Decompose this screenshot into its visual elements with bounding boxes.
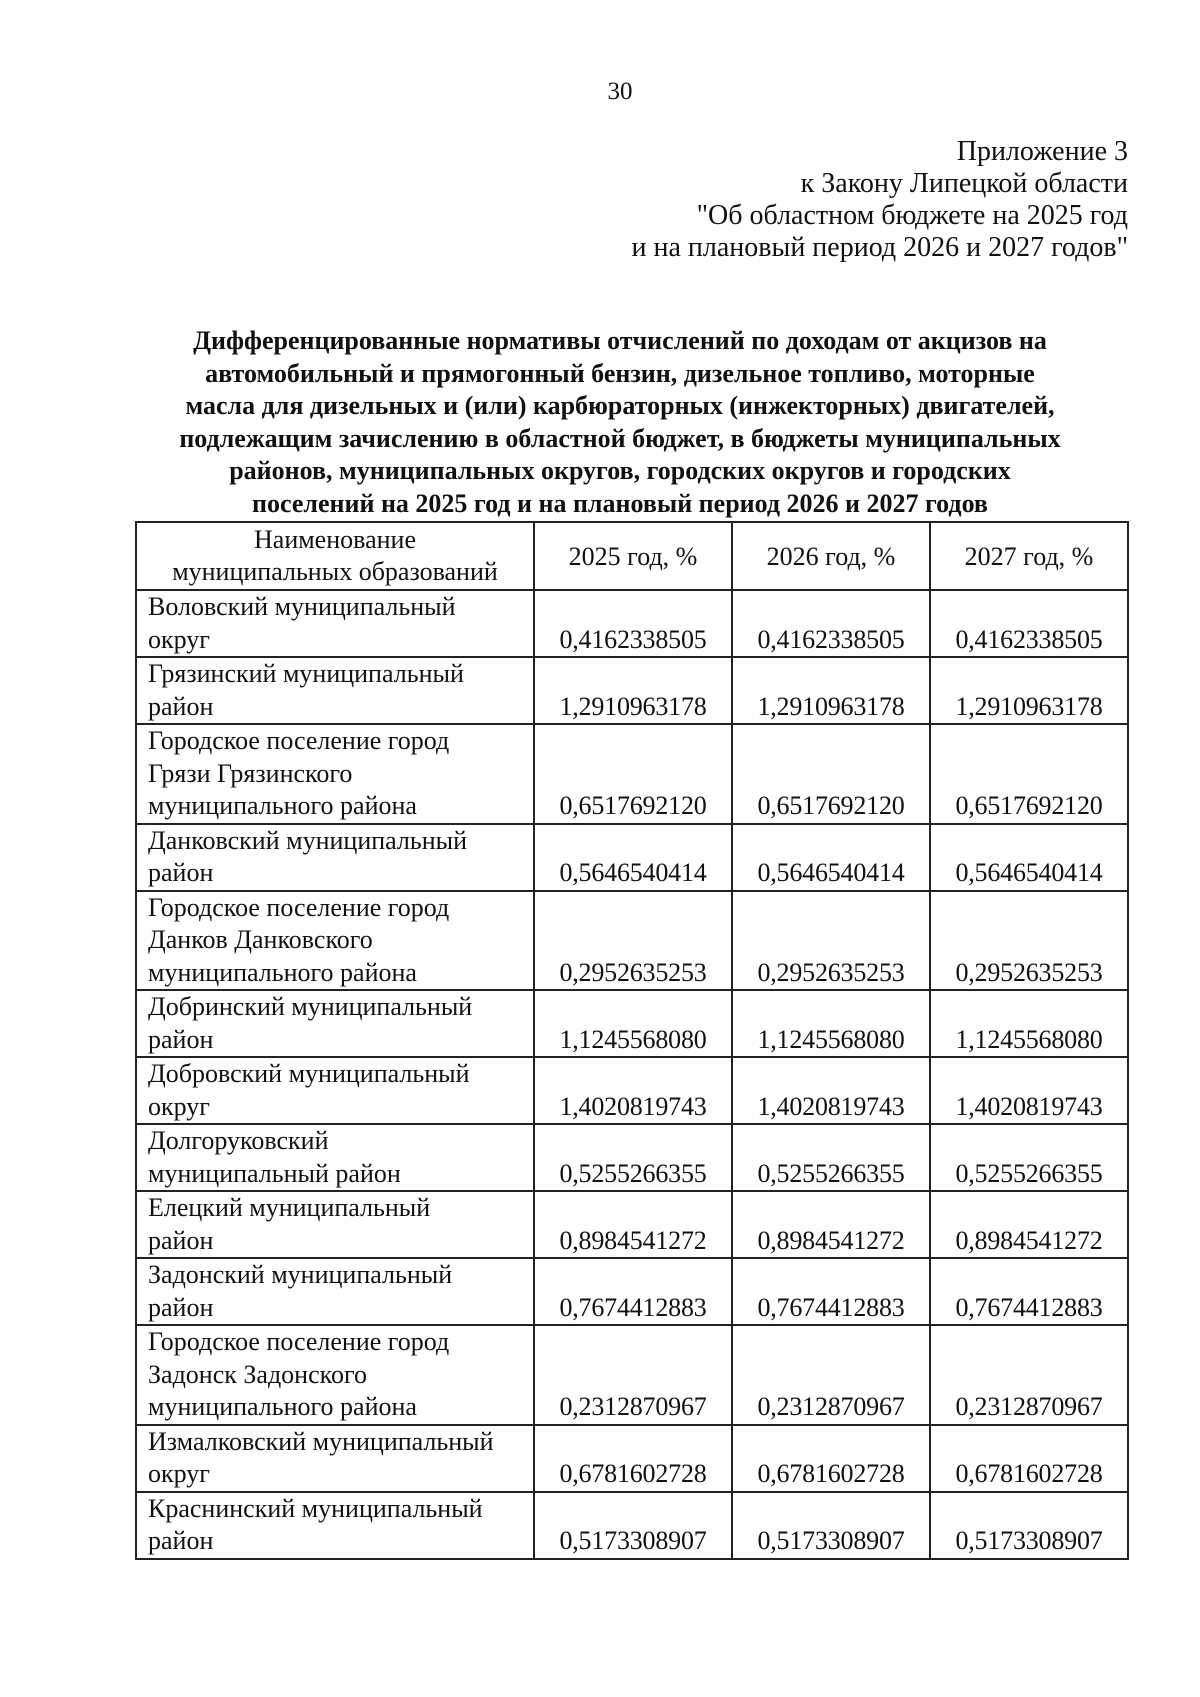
municipality-name-line: Грязи Грязинского	[148, 758, 353, 788]
rate-2027-cell: 1,1245568080	[930, 990, 1128, 1057]
title-line: подлежащим зачислению в областной бюджет, в бюджеты муниципальных	[179, 423, 1061, 453]
municipality-name-line: муниципального района	[148, 1392, 417, 1421]
rate-2026-cell: 0,5173308907	[732, 1492, 930, 1559]
municipality-name-cell	[136, 1425, 534, 1492]
municipality-name-line: округ	[148, 1091, 210, 1121]
municipality-name-line: Воловский муниципальный	[148, 592, 456, 621]
rate-2026-cell: 1,4020819743	[732, 1057, 930, 1124]
municipality-name-cell	[136, 590, 534, 657]
header-2027: 2027 год, %	[930, 522, 1128, 590]
rate-2026-cell: 0,5255266355	[732, 1124, 930, 1191]
municipality-name-line: муниципального района	[148, 791, 417, 820]
rate-2027-cell: 0,2952635253	[930, 891, 1128, 991]
municipality-name-line: район	[148, 1024, 214, 1054]
table-row	[136, 1425, 1128, 1492]
rate-2026-cell: 0,2312870967	[732, 1325, 930, 1425]
rate-2026-cell: 0,7674412883	[732, 1258, 930, 1325]
rate-2026-cell: 1,2910963178	[732, 657, 930, 724]
table-row	[136, 1057, 1128, 1124]
rate-2027-cell: 0,4162338505	[930, 590, 1128, 657]
municipality-name-line: Городское поселение город	[148, 892, 450, 922]
rate-2027-cell: 1,4020819743	[930, 1057, 1128, 1124]
document-title	[120, 325, 1120, 520]
municipality-name-line: Городское поселение город	[148, 726, 450, 755]
municipality-name-line: муниципальный район	[148, 1158, 401, 1188]
municipality-name-line: Елецкий муниципальный	[148, 1193, 431, 1222]
table-row	[136, 891, 1128, 991]
municipality-name-line: Задонский муниципальный	[148, 1260, 453, 1289]
rate-2025-cell: 0,2312870967	[534, 1325, 732, 1425]
rate-2027-cell: 1,2910963178	[930, 657, 1128, 724]
table-row	[136, 590, 1128, 657]
header-municipality-line: Наименование	[254, 525, 416, 554]
rate-2025-cell: 1,4020819743	[534, 1057, 732, 1124]
header-municipality-line: муниципальных образований	[172, 557, 498, 586]
rate-2025-cell: 1,2910963178	[534, 657, 732, 724]
appendix-line: к Закону Липецкой области	[800, 168, 1128, 199]
appendix-line: "Об областном бюджете на 2025 год	[696, 200, 1128, 231]
municipality-name-line: Городское поселение город	[148, 1327, 450, 1356]
header-2026: 2026 год, %	[732, 522, 930, 590]
rate-2026-cell: 0,2952635253	[732, 891, 930, 991]
rate-2025-cell: 0,5646540414	[534, 824, 732, 891]
municipality-name-line: район	[148, 1225, 214, 1255]
rate-2026-cell: 0,5646540414	[732, 824, 930, 891]
table-row	[136, 1492, 1128, 1559]
municipality-name-cell	[136, 1492, 534, 1559]
municipality-name-cell	[136, 1057, 534, 1124]
rate-2025-cell: 0,6781602728	[534, 1425, 732, 1492]
municipality-name-line: Задонск Задонского	[148, 1359, 367, 1389]
municipality-name-cell	[136, 891, 534, 991]
table-row	[136, 1325, 1128, 1425]
rate-2025-cell: 0,2952635253	[534, 891, 732, 991]
rate-2026-cell: 0,6781602728	[732, 1425, 930, 1492]
appendix-reference	[632, 136, 1128, 264]
municipality-name-line: Грязинский муниципальный	[148, 659, 464, 688]
header-municipality	[136, 522, 534, 590]
municipality-name-cell	[136, 1191, 534, 1258]
municipality-name-cell	[136, 990, 534, 1057]
title-line: автомобильный и прямогонный бензин, дизельное топливо, моторные	[205, 358, 1035, 388]
rate-2026-cell: 0,8984541272	[732, 1191, 930, 1258]
title-line: Дифференцированные нормативы отчислений по доходам от акцизов на	[193, 326, 1047, 355]
rate-2026-cell: 0,4162338505	[732, 590, 930, 657]
appendix-line: и на плановый период 2026 и 2027 годов"	[631, 232, 1128, 263]
title-line: поселений на 2025 год и на плановый период 2026 и 2027 годов	[252, 488, 988, 518]
municipality-name-line: Данковский муниципальный	[148, 825, 468, 855]
municipality-name-line: Данков Данковского	[148, 925, 373, 954]
municipality-name-cell	[136, 724, 534, 824]
page-number: 30	[607, 78, 633, 105]
rate-2027-cell: 0,6781602728	[930, 1425, 1128, 1492]
rate-2025-cell: 0,4162338505	[534, 590, 732, 657]
rate-2027-cell: 0,5173308907	[930, 1492, 1128, 1559]
rate-2026-cell: 1,1245568080	[732, 990, 930, 1057]
table-row	[136, 1124, 1128, 1191]
municipality-name-cell	[136, 1325, 534, 1425]
rate-2025-cell: 0,5255266355	[534, 1124, 732, 1191]
municipality-name-line: Добринский муниципальный	[148, 992, 473, 1021]
rate-2025-cell: 0,8984541272	[534, 1191, 732, 1258]
rate-2025-cell: 1,1245568080	[534, 990, 732, 1057]
rate-2027-cell: 0,5255266355	[930, 1124, 1128, 1191]
municipality-name-line: округ	[148, 624, 210, 654]
rate-2027-cell: 0,5646540414	[930, 824, 1128, 891]
municipality-name-line: район	[148, 1292, 214, 1322]
municipality-name-line: Измалковский муниципальный	[148, 1426, 494, 1456]
table-row	[136, 657, 1128, 724]
table-row	[136, 724, 1128, 824]
title-line: районов, муниципальных округов, городских округов и городских	[229, 456, 1011, 485]
municipality-name-line: муниципального района	[148, 957, 417, 987]
municipality-name-line: Добровский муниципальный	[148, 1059, 470, 1088]
municipality-name-cell	[136, 1124, 534, 1191]
municipality-name-line: район	[148, 858, 214, 887]
rate-2027-cell: 0,8984541272	[930, 1191, 1128, 1258]
rate-2025-cell: 0,7674412883	[534, 1258, 732, 1325]
rate-2025-cell: 0,6517692120	[534, 724, 732, 824]
municipality-name-line: Краснинский муниципальный	[148, 1493, 483, 1523]
municipality-name-cell	[136, 824, 534, 891]
rate-2027-cell: 0,2312870967	[930, 1325, 1128, 1425]
header-2025: 2025 год, %	[534, 522, 732, 590]
table-row	[136, 1191, 1128, 1258]
table-row	[136, 824, 1128, 891]
municipality-name-cell	[136, 657, 534, 724]
table-body	[136, 590, 1128, 1559]
rate-2027-cell: 0,6517692120	[930, 724, 1128, 824]
table-row	[136, 1258, 1128, 1325]
rate-2025-cell: 0,5173308907	[534, 1492, 732, 1559]
municipality-name-line: округ	[148, 1459, 210, 1488]
table-row	[136, 990, 1128, 1057]
municipality-name-line: Долгоруковский	[148, 1126, 329, 1155]
table-header-row	[136, 522, 1128, 590]
municipality-name-line: район	[148, 691, 214, 721]
rate-2026-cell: 0,6517692120	[732, 724, 930, 824]
appendix-line: Приложение 3	[956, 136, 1128, 167]
norms-table	[135, 521, 1129, 1560]
municipality-name-cell	[136, 1258, 534, 1325]
title-line: масла для дизельных и (или) карбюраторных (инжекторных) двигателей,	[185, 391, 1055, 420]
municipality-name-line: район	[148, 1526, 214, 1555]
rate-2027-cell: 0,7674412883	[930, 1258, 1128, 1325]
